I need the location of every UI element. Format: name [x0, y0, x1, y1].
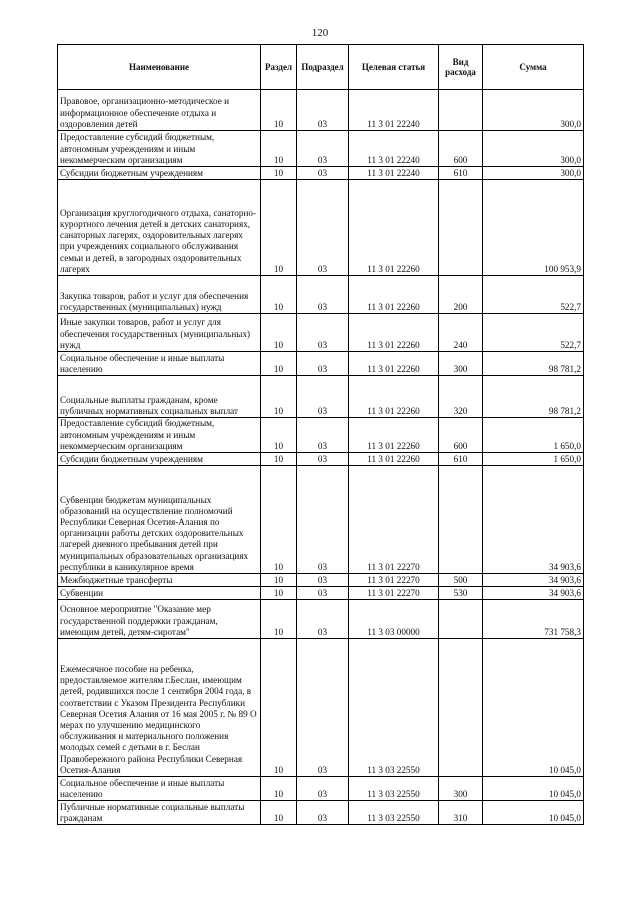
row-amount: 300,0	[483, 131, 584, 167]
row-target: 11 3 01 22260	[349, 453, 439, 466]
row-amount: 98 781,2	[483, 376, 584, 418]
row-target: 11 3 01 22270	[349, 587, 439, 600]
row-name: Основное мероприятие "Оказание мер государственной поддержки гражданам, имеющим детей, детям-сиротам"	[58, 600, 261, 639]
row-section: 10	[261, 180, 297, 276]
row-subsection: 03	[297, 639, 349, 777]
row-subsection: 03	[297, 600, 349, 639]
row-target: 11 3 01 22270	[349, 466, 439, 574]
row-target: 11 3 01 22260	[349, 276, 439, 314]
row-expense-type: 300	[439, 352, 483, 376]
row-target: 11 3 01 22260	[349, 418, 439, 453]
row-subsection: 03	[297, 587, 349, 600]
row-section: 10	[261, 600, 297, 639]
header-amount: Сумма	[483, 45, 584, 90]
table-row	[58, 587, 584, 600]
header-section: Раздел	[261, 45, 297, 90]
row-target: 11 3 01 22240	[349, 90, 439, 131]
table-row	[58, 466, 584, 574]
row-section: 10	[261, 276, 297, 314]
row-amount: 10 045,0	[483, 777, 584, 801]
row-target: 11 3 01 22260	[349, 180, 439, 276]
row-amount: 1 650,0	[483, 418, 584, 453]
row-subsection: 03	[297, 801, 349, 825]
row-amount: 34 903,6	[483, 587, 584, 600]
row-section: 10	[261, 167, 297, 180]
row-target: 11 3 03 22550	[349, 639, 439, 777]
row-subsection: 03	[297, 167, 349, 180]
row-section: 10	[261, 352, 297, 376]
row-name: Межбюджетные трансферты	[58, 574, 261, 587]
row-section: 10	[261, 801, 297, 825]
row-amount: 522,7	[483, 314, 584, 352]
row-amount: 98 781,2	[483, 352, 584, 376]
row-subsection: 03	[297, 418, 349, 453]
row-expense-type: 600	[439, 418, 483, 453]
row-subsection: 03	[297, 574, 349, 587]
table-row	[58, 418, 584, 453]
row-section: 10	[261, 639, 297, 777]
row-section: 10	[261, 574, 297, 587]
row-expense-type	[439, 90, 483, 131]
row-name: Организация круглогодичного отдыха, санаторно-курортного лечения детей в детских санаториях, санаторных лагерях, оздоровительных лагерях при учреждениях социального обслуживания семьи и детей, в загородных оздоровительных лагерях	[58, 180, 261, 276]
row-section: 10	[261, 131, 297, 167]
row-subsection: 03	[297, 352, 349, 376]
header-subsection: Подраздел	[297, 45, 349, 90]
row-subsection: 03	[297, 314, 349, 352]
row-target: 11 3 01 22270	[349, 574, 439, 587]
row-name: Закупка товаров, работ и услуг для обеспечения государственных (муниципальных) нужд	[58, 276, 261, 314]
row-section: 10	[261, 587, 297, 600]
table-row	[58, 276, 584, 314]
row-section: 10	[261, 466, 297, 574]
row-name: Ежемесячное пособие на ребенка, предоставляемое жителям г.Беслан, имеющим детей, родившихся после 1 сентября 2004 года, в соответствии с Указом Президента Республики Северная Осетия Алания от 16 мая 2005 г. № 89 О мерах по улучшению медицинского обслуживания и материального положения молодых семей с детьми в г. Беслан Правобережного района Республики Северная Осетия-Алания	[58, 639, 261, 777]
row-target: 11 3 03 00000	[349, 600, 439, 639]
row-section: 10	[261, 777, 297, 801]
table-row	[58, 801, 584, 825]
table-row	[58, 600, 584, 639]
row-target: 11 3 01 22260	[349, 352, 439, 376]
row-subsection: 03	[297, 90, 349, 131]
row-name: Предоставление субсидий бюджетным, автономным учреждениям и иным некоммерческим организациям	[58, 131, 261, 167]
row-name: Социальные выплаты гражданам, кроме публичных нормативных социальных выплат	[58, 376, 261, 418]
row-amount: 1 650,0	[483, 453, 584, 466]
row-amount: 34 903,6	[483, 466, 584, 574]
row-target: 11 3 01 22260	[349, 314, 439, 352]
table-header-row	[58, 45, 584, 90]
row-expense-type: 500	[439, 574, 483, 587]
table-row	[58, 574, 584, 587]
row-expense-type	[439, 639, 483, 777]
row-subsection: 03	[297, 376, 349, 418]
table-row	[58, 453, 584, 466]
row-subsection: 03	[297, 131, 349, 167]
row-amount: 300,0	[483, 90, 584, 131]
row-expense-type: 320	[439, 376, 483, 418]
row-name: Правовое, организационно-методическое и информационное обеспечение отдыха и оздоровления детей	[58, 90, 261, 131]
row-subsection: 03	[297, 180, 349, 276]
row-amount: 522,7	[483, 276, 584, 314]
row-name: Субсидии бюджетным учреждениям	[58, 167, 261, 180]
row-amount: 10 045,0	[483, 639, 584, 777]
row-subsection: 03	[297, 453, 349, 466]
row-target: 11 3 03 22550	[349, 801, 439, 825]
header-expense-type: Вид расхода	[439, 45, 483, 90]
header-name: Наименование	[58, 45, 261, 90]
row-expense-type: 530	[439, 587, 483, 600]
row-expense-type: 600	[439, 131, 483, 167]
row-target: 11 3 01 22240	[349, 167, 439, 180]
row-subsection: 03	[297, 466, 349, 574]
table-row	[58, 777, 584, 801]
table-row	[58, 376, 584, 418]
row-amount: 10 045,0	[483, 801, 584, 825]
row-target: 11 3 03 22550	[349, 777, 439, 801]
row-name: Предоставление субсидий бюджетным, автономным учреждениям и иным некоммерческим организациям	[58, 418, 261, 453]
row-name: Субвенции	[58, 587, 261, 600]
row-expense-type: 610	[439, 167, 483, 180]
row-amount: 731 758,3	[483, 600, 584, 639]
table-row	[58, 90, 584, 131]
row-name: Субвенции бюджетам муниципальных образований на осуществление полномочий Республики Северная Осетия-Алания по организации работы детских оздоровительных лагерей дневного пребывания детей при муниципальных образовательных организациях республики в каникулярное время	[58, 466, 261, 574]
row-name: Публичные нормативные социальные выплаты гражданам	[58, 801, 261, 825]
row-expense-type	[439, 466, 483, 574]
table-row	[58, 639, 584, 777]
row-amount: 300,0	[483, 167, 584, 180]
header-target: Целевая статья	[349, 45, 439, 90]
row-target: 11 3 01 22260	[349, 376, 439, 418]
row-name: Иные закупки товаров, работ и услуг для обеспечения государственных (муниципальных) нужд	[58, 314, 261, 352]
row-name: Социальное обеспечение и иные выплаты населению	[58, 352, 261, 376]
row-section: 10	[261, 418, 297, 453]
budget-table	[57, 44, 584, 825]
row-section: 10	[261, 90, 297, 131]
row-expense-type: 240	[439, 314, 483, 352]
row-name: Субсидии бюджетным учреждениям	[58, 453, 261, 466]
row-expense-type: 610	[439, 453, 483, 466]
table-row	[58, 131, 584, 167]
row-section: 10	[261, 376, 297, 418]
row-expense-type: 300	[439, 777, 483, 801]
table-row	[58, 314, 584, 352]
row-subsection: 03	[297, 276, 349, 314]
row-subsection: 03	[297, 777, 349, 801]
row-amount: 100 953,9	[483, 180, 584, 276]
row-expense-type: 200	[439, 276, 483, 314]
row-expense-type: 310	[439, 801, 483, 825]
row-amount: 34 903,6	[483, 574, 584, 587]
row-section: 10	[261, 314, 297, 352]
table-body	[58, 90, 584, 825]
row-name: Социальное обеспечение и иные выплаты населению	[58, 777, 261, 801]
table-row	[58, 352, 584, 376]
row-expense-type	[439, 180, 483, 276]
table-row	[58, 167, 584, 180]
page-number: 120	[311, 27, 329, 39]
row-expense-type	[439, 600, 483, 639]
row-target: 11 3 01 22240	[349, 131, 439, 167]
row-section: 10	[261, 453, 297, 466]
table-row	[58, 180, 584, 276]
